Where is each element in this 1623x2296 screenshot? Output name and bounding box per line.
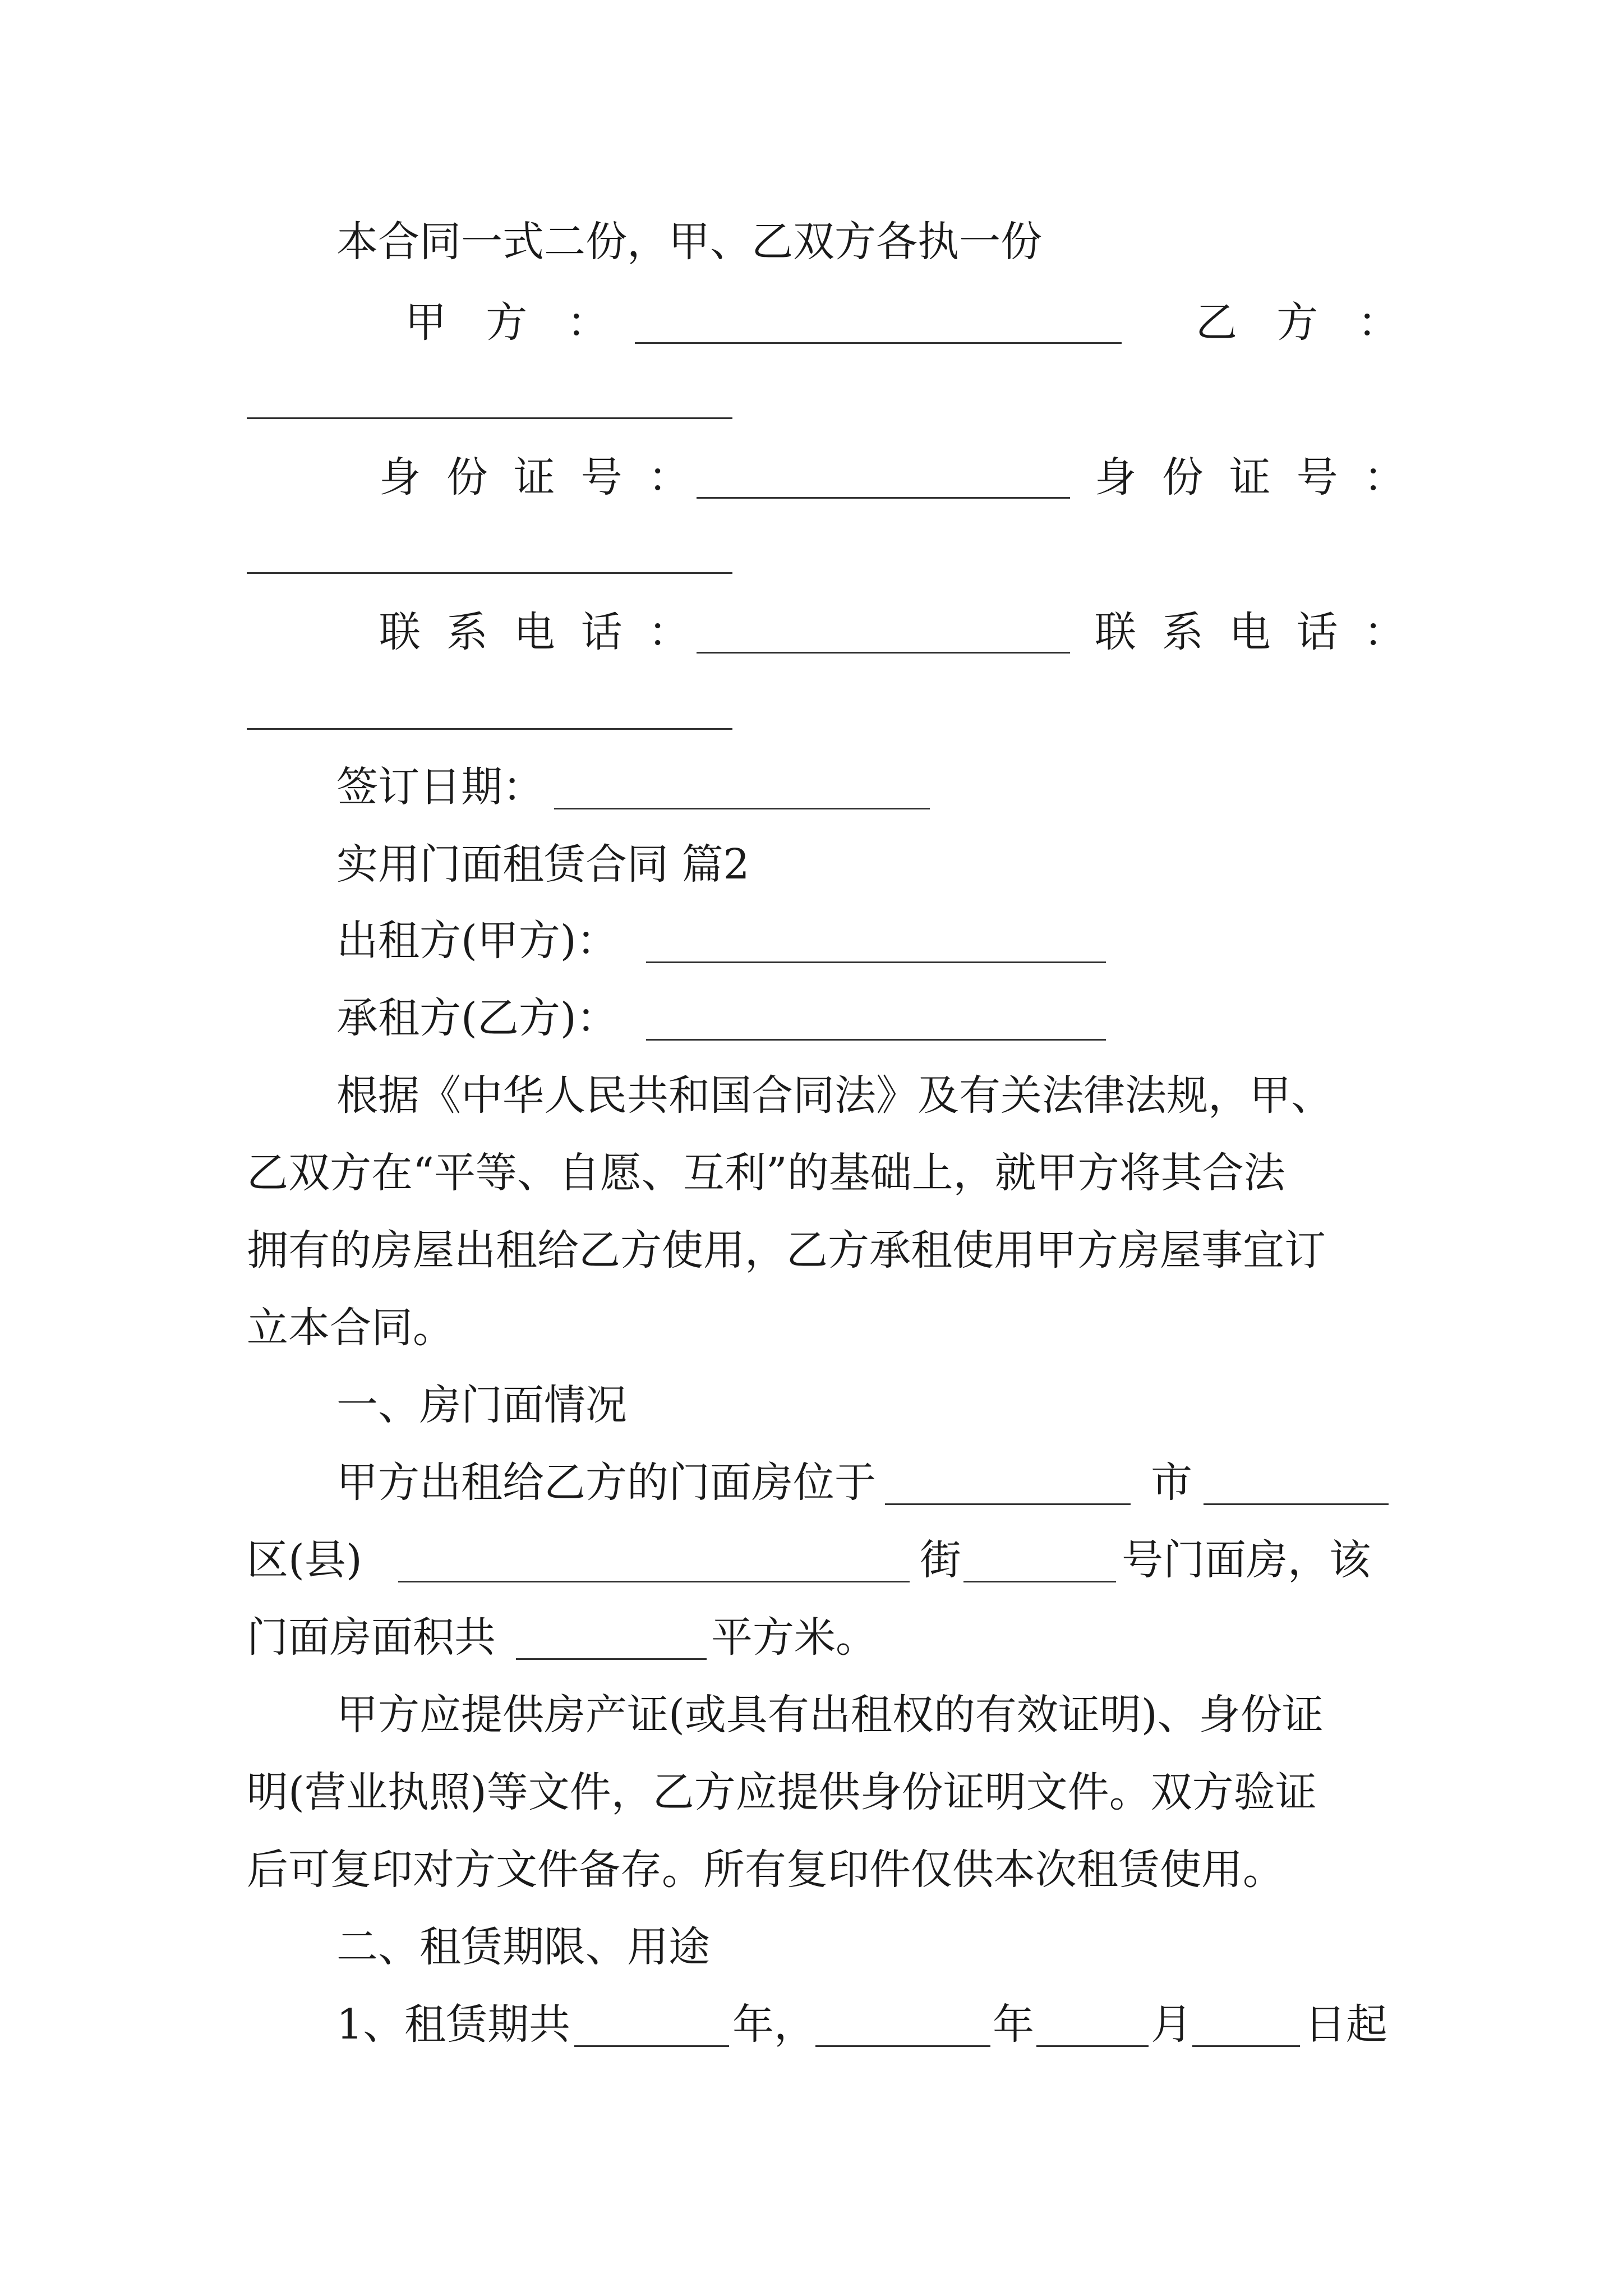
area-prefix: 门面房面积共	[247, 1613, 496, 1662]
location-line-1: 甲方出租给乙方的门面房位于	[336, 1458, 876, 1507]
preamble-line-1: 根据《中华人民共和国合同法》及有关法律法规，甲、	[336, 1071, 1332, 1120]
party-b-blank[interactable]	[247, 417, 732, 419]
copies-text: 本合同一式二份，甲、乙双方各执一份	[336, 218, 1042, 266]
documents-line-1: 甲方应提供房产证(或具有出租权的有效证明)、身份证	[336, 1691, 1324, 1739]
phone-label-b: 联系电话：	[1095, 608, 1431, 656]
start-month-label: 月	[1151, 2000, 1192, 2049]
preamble-line-2: 乙双方在“平等、自愿、互利”的基础上，就甲方将其合法	[247, 1149, 1285, 1197]
start-year-blank[interactable]	[815, 2045, 990, 2047]
id-a-blank[interactable]	[697, 497, 1070, 499]
start-day-label: 日起	[1304, 2000, 1387, 2049]
phone-label-a: 联系电话：	[379, 608, 716, 656]
preamble-line-3: 拥有的房屋出租给乙方使用，乙方承租使用甲方房屋事宜订	[247, 1226, 1326, 1274]
documents-line-2: 明(营业执照)等文件，乙方应提供身份证明文件。双方验证	[247, 1768, 1317, 1816]
lessor-label: 出租方(甲方)：	[336, 917, 618, 965]
contract-title: 实用门面租赁合同 篇2	[336, 840, 750, 889]
id-label-b: 身份证号：	[1095, 453, 1431, 501]
section-2-title: 二、租赁期限、用途	[336, 1923, 710, 1971]
area-blank[interactable]	[516, 1658, 707, 1660]
district-blank[interactable]	[1204, 1503, 1389, 1505]
phone-a-blank[interactable]	[697, 652, 1070, 654]
documents-line-3: 后可复印对方文件备存。所有复印件仅供本次租赁使用。	[247, 1846, 1284, 1894]
city-blank[interactable]	[885, 1503, 1131, 1505]
copies-clause	[336, 217, 1042, 267]
lessor-blank[interactable]	[646, 961, 1106, 963]
sign-date-blank[interactable]	[554, 808, 930, 809]
city-label: 市	[1151, 1458, 1192, 1507]
street-label: 街	[920, 1536, 961, 1584]
lessee-label: 承租方(乙方)：	[336, 994, 618, 1042]
term-prefix: 1、租赁期共	[336, 2000, 571, 2049]
section-1-title: 一、房门面情况	[336, 1381, 627, 1429]
id-label-a: 身份证号：	[379, 453, 716, 501]
start-year-label: 年	[993, 2000, 1034, 2049]
street-blank[interactable]	[398, 1581, 910, 1582]
area-unit: 平方米。	[711, 1613, 877, 1662]
start-day-blank[interactable]	[1192, 2045, 1300, 2047]
party-a-label: 甲方：	[405, 298, 648, 347]
sign-date: 签订日期：	[336, 763, 544, 811]
phone-b-blank[interactable]	[247, 728, 732, 730]
number-suffix: 号门面房，该	[1122, 1536, 1371, 1584]
preamble-line-4: 立本合同。	[247, 1304, 454, 1352]
number-blank[interactable]	[963, 1581, 1116, 1582]
id-b-blank[interactable]	[247, 572, 732, 574]
party-b-label: 乙方：	[1196, 298, 1438, 347]
party-a-blank[interactable]	[635, 342, 1122, 344]
lessee-blank[interactable]	[646, 1039, 1106, 1041]
location-line-2: 区(县)	[247, 1536, 362, 1584]
term-year-label: 年，	[732, 2000, 815, 2049]
term-years-blank[interactable]	[574, 2045, 729, 2047]
start-month-blank[interactable]	[1036, 2045, 1149, 2047]
